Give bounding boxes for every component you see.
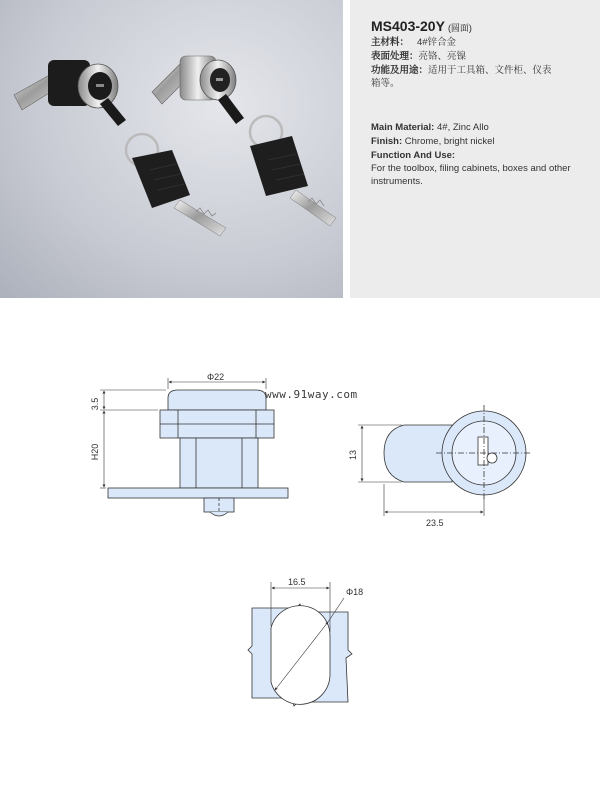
- dim-13: 13: [348, 449, 358, 461]
- en-function-label: Function And Use:: [371, 150, 456, 161]
- product-photo: [0, 0, 343, 298]
- en-finish-value: Chrome, bright nickel: [404, 136, 495, 147]
- cn-finish-value: 亮铬、亮镍: [418, 51, 467, 62]
- cam-lock-photo: [0, 0, 343, 298]
- en-finish-row: [371, 135, 591, 148]
- watermark: www.91way.com: [265, 388, 358, 401]
- cn-finish-row: [371, 50, 466, 63]
- front-view: [384, 405, 532, 501]
- dim-phi18: Φ18: [346, 587, 364, 597]
- cn-material-value: 4#锌合金: [416, 37, 457, 48]
- cn-function-row-2: [371, 77, 400, 90]
- dim-3-5: 3.5: [90, 397, 100, 411]
- cn-function-label: 功能及用途：: [371, 65, 429, 76]
- en-function-value: For the toolbox, filing cabinets, boxes and other instruments.: [371, 163, 571, 187]
- dim-phi22: Φ22: [207, 372, 225, 382]
- cn-material-label: 主材料：: [371, 37, 410, 48]
- dim-16-5: 16.5: [288, 577, 306, 587]
- cn-function-value: 适用于工具箱、文件柜、仪表: [428, 65, 552, 76]
- en-finish-label: Finish:: [371, 136, 403, 147]
- model-note: (圆面): [447, 23, 472, 33]
- en-material-row: [371, 121, 591, 134]
- en-material-value: 4#, Zinc Allo: [437, 122, 489, 133]
- cn-finish-label: 表面处理：: [371, 51, 419, 62]
- dim-h20: H20: [90, 443, 100, 461]
- technical-drawing: [0, 298, 600, 793]
- dim-23-5: 23.5: [426, 518, 444, 528]
- product-model: [371, 18, 472, 34]
- cn-material-row: [371, 36, 456, 49]
- side-view: [108, 390, 288, 516]
- spec-panel: [350, 0, 600, 298]
- en-function-label-row: [371, 149, 591, 162]
- cutout-view: [248, 598, 352, 706]
- cn-function-row: [371, 64, 552, 77]
- en-material-label: Main Material:: [371, 122, 435, 133]
- cn-function-value-2: 箱等。: [371, 78, 400, 89]
- model-number: MS403-20Y: [371, 18, 445, 34]
